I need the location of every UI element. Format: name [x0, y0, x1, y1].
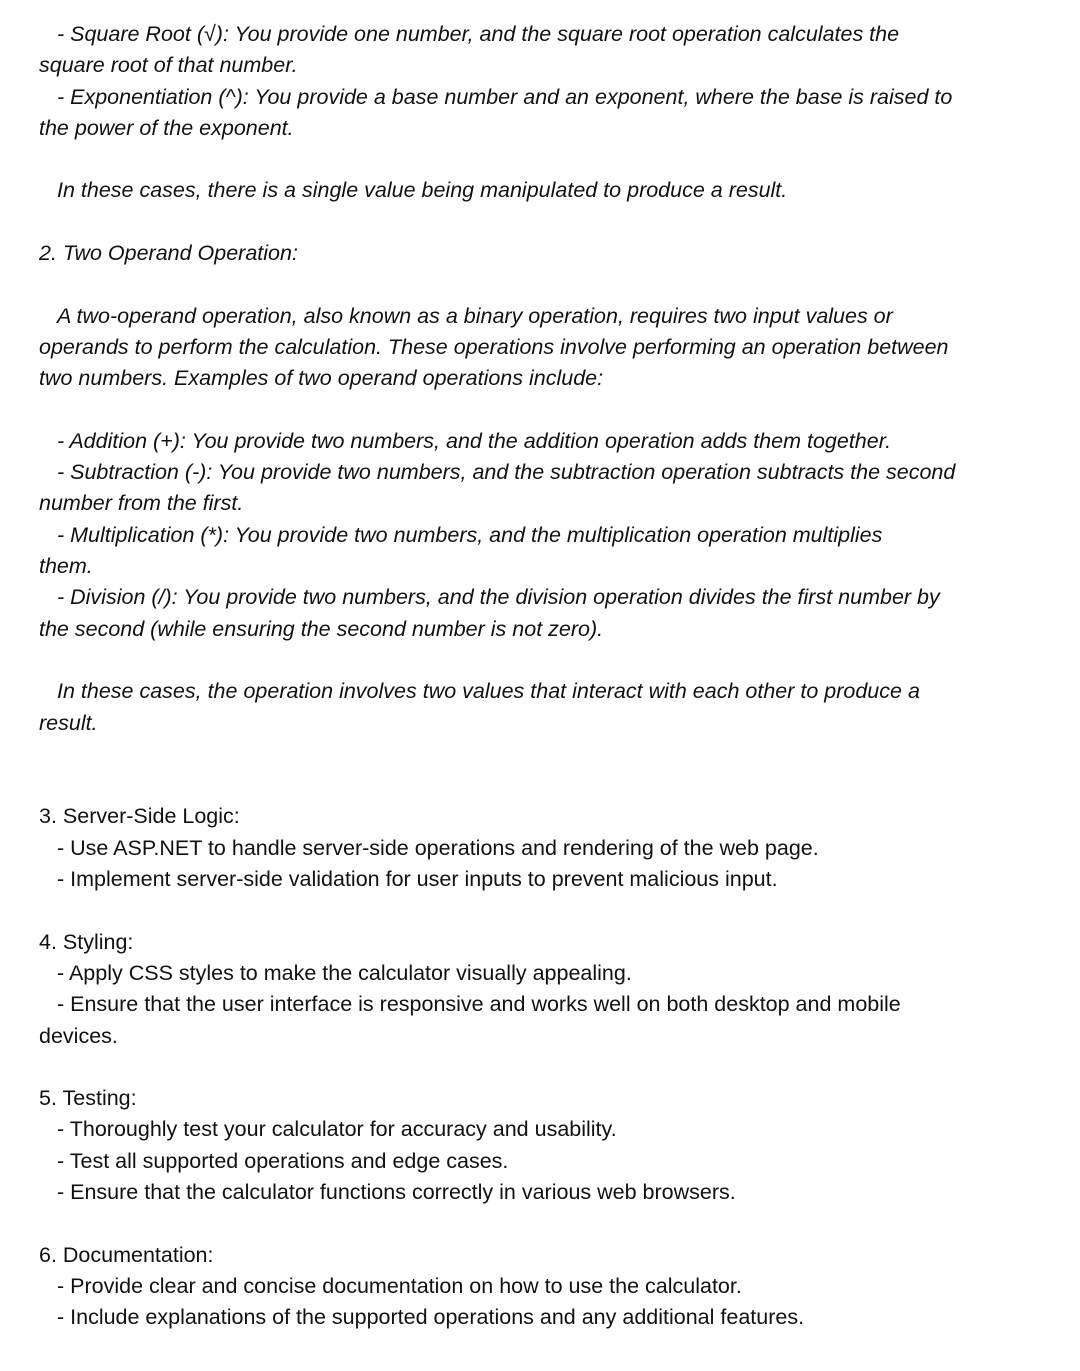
division-bullet-continuation: the second (while ensuring the second number is not zero).: [39, 616, 604, 641]
subtraction-bullet-continuation: number from the first.: [39, 491, 244, 516]
single-operand-examples: [39, 19, 1049, 144]
section-server-side-logic: [39, 801, 1049, 895]
two-operand-intro-line: A two-operand operation, also known as a binary operation, requires two input values or: [57, 303, 893, 328]
section-item: - Apply CSS styles to make the calculator visually appealing.: [57, 960, 632, 985]
section-testing: [39, 1083, 1049, 1208]
section-heading: 4. Styling:: [39, 929, 134, 954]
section-item: - Use ASP.NET to handle server-side operations and rendering of the web page.: [57, 835, 819, 860]
section-item-continuation: devices.: [39, 1023, 118, 1048]
two-operand-intro-line: operands to perform the calculation. These operations involve performing an operation between: [39, 334, 949, 359]
section-documentation: [39, 1240, 1049, 1334]
section-heading: 6. Documentation:: [39, 1242, 214, 1267]
exponentiation-bullet-continuation: the power of the exponent.: [39, 115, 294, 140]
two-operand-intro-line: two numbers. Examples of two operand operations include:: [39, 366, 604, 391]
section-item: - Include explanations of the supported operations and any additional features.: [57, 1305, 805, 1330]
section-item: - Implement server-side validation for user inputs to prevent malicious input.: [57, 867, 778, 892]
two-operand-examples: [39, 426, 1049, 645]
section-heading: 5. Testing:: [39, 1086, 137, 1111]
single-operand-summary: In these cases, there is a single value being manipulated to produce a result.: [57, 178, 788, 203]
section-heading: 3. Server-Side Logic:: [39, 804, 240, 829]
square-root-bullet: - Square Root (√): You provide one number, and the square root operation calculates the: [57, 22, 900, 46]
section-item: - Provide clear and concise documentation on how to use the calculator.: [57, 1273, 742, 1298]
two-operand-summary: In these cases, the operation involves two values that interact with each other to produce a: [57, 679, 920, 704]
section-item: - Ensure that the user interface is responsive and works well on both desktop and mobile: [57, 992, 901, 1017]
subtraction-bullet: - Subtraction (-): You provide two numbers, and the subtraction operation subtracts the second: [57, 460, 956, 485]
two-operand-intro: [39, 301, 1049, 395]
multiplication-bullet-continuation: them.: [39, 554, 93, 579]
document-body: [39, 19, 1049, 1333]
multiplication-bullet: - Multiplication (*): You provide two numbers, and the multiplication operation multiplies: [57, 522, 883, 547]
exponentiation-bullet: - Exponentiation (^): You provide a base number and an exponent, where the base is raised to: [57, 84, 953, 109]
division-bullet: - Division (/): You provide two numbers, and the division operation divides the first number by: [57, 585, 940, 610]
two-operand-heading: 2. Two Operand Operation:: [39, 241, 298, 266]
section-item: - Test all supported operations and edge cases.: [57, 1148, 509, 1173]
square-root-bullet-continuation: square root of that number.: [39, 53, 298, 78]
addition-bullet: - Addition (+): You provide two numbers, and the addition operation adds them together.: [57, 428, 892, 453]
two-operand-summary-continuation: result.: [39, 710, 98, 735]
section-styling: [39, 927, 1049, 1052]
section-item: - Ensure that the calculator functions correctly in various web browsers.: [57, 1179, 736, 1204]
section-item: - Thoroughly test your calculator for accuracy and usability.: [57, 1117, 617, 1142]
